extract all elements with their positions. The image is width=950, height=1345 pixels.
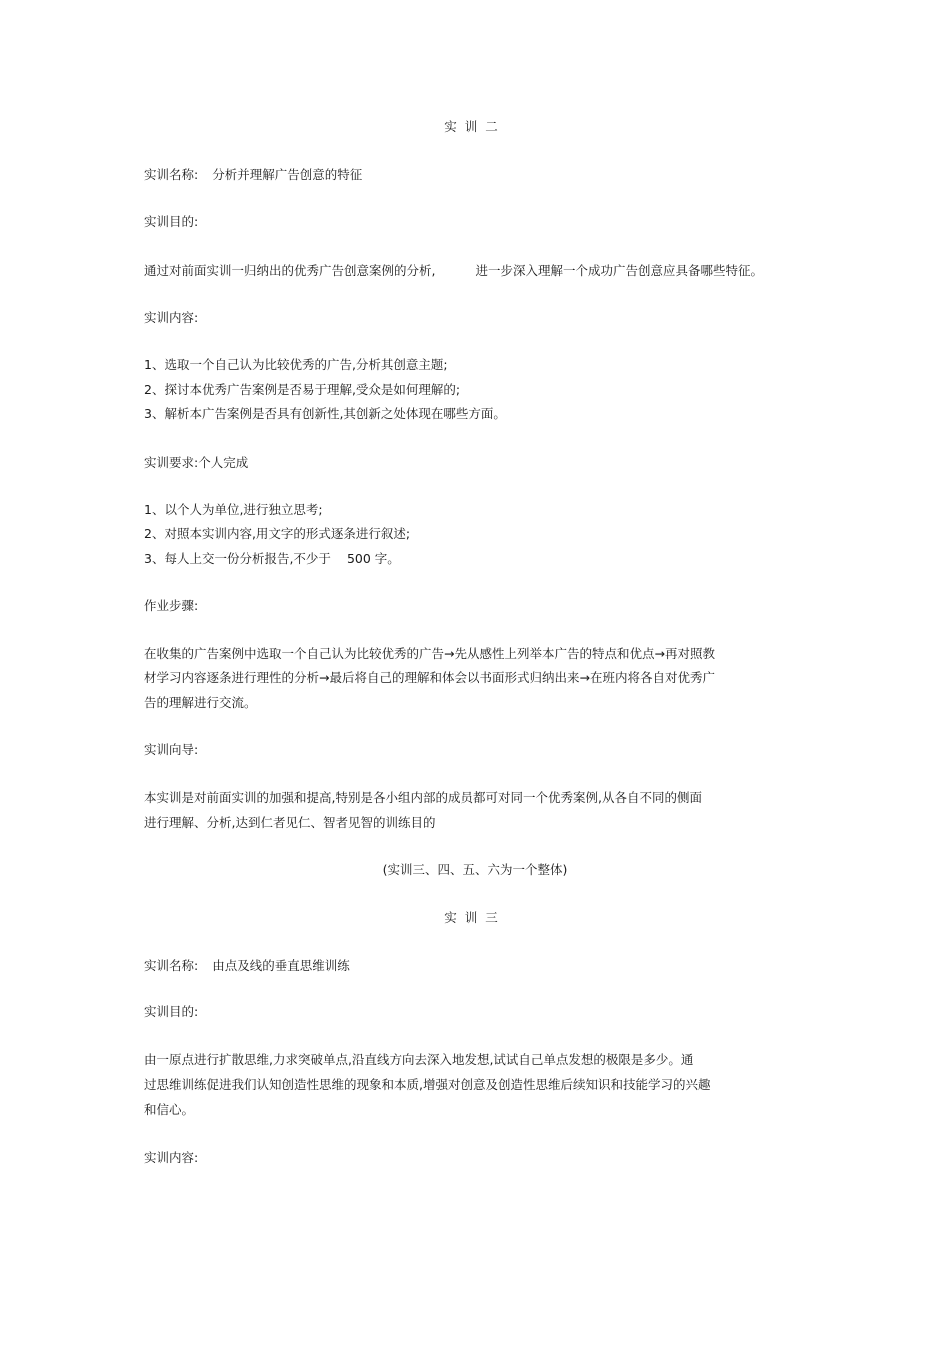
section-2-goal-part-1: 通过对前面实训一归纳出的优秀广告创意案例的分析, (144, 263, 436, 278)
section-2-content-item: 1、选取一个自己认为比较优秀的广告,分析其创意主题; (144, 357, 448, 372)
section-3-content-label: 实训内容: (144, 1150, 199, 1165)
section-2-steps-label: 作业步骤: (144, 598, 199, 613)
section-2-name-value: 分析并理解广告创意的特征 (212, 167, 363, 182)
section-3-name-label: 实训名称: (144, 958, 199, 973)
section-3-name-row (144, 958, 350, 974)
group-note: (实训三、四、五、六为一个整体) (382, 862, 568, 877)
section-2-requirement-item: 2、对照本实训内容,用文字的形式逐条进行叙述; (144, 526, 411, 541)
section-2-requirement-label: 实训要求:个人完成 (144, 455, 249, 470)
section-3-goal-line: 过思维训练促进我们认知创造性思维的现象和本质,增强对创意及创造性思维后续知识和技能学习的兴趣 (144, 1077, 711, 1092)
section-3-name-value: 由点及线的垂直思维训练 (212, 958, 350, 973)
section-2-name-label: 实训名称: (144, 167, 199, 182)
section-2-goal-part-2: 进一步深入理解一个成功广告创意应具备哪些特征。 (475, 263, 763, 278)
section-2-guide-label: 实训向导: (144, 742, 199, 757)
section-2-heading: 实训二 (444, 119, 506, 134)
section-2-steps-line: 告的理解进行交流。 (144, 695, 257, 710)
requirement-3-unit: 字。 (374, 551, 400, 566)
section-2-requirement-item: 1、以个人为单位,进行独立思考; (144, 502, 323, 517)
section-2-name-row (144, 167, 362, 183)
section-3-heading: 实训三 (444, 910, 506, 925)
section-2-content-item: 3、解析本广告案例是否具有创新性,其创新之处体现在哪些方面。 (144, 406, 506, 421)
section-2-content-label: 实训内容: (144, 310, 199, 325)
section-2-requirement-item (144, 551, 400, 567)
section-3-goal-line: 由一原点进行扩散思维,力求突破单点,沿直线方向去深入地发想,试试自己单点发想的极限是多少。通 (144, 1052, 694, 1067)
section-2-goal-text (144, 263, 763, 279)
section-2-goal-label: 实训目的: (144, 214, 199, 229)
section-2-steps-line: 在收集的广告案例中选取一个自己认为比较优秀的广告→先从感性上列举本广告的特点和优点→再对照教 (144, 646, 715, 661)
requirement-3-number: 500 (346, 551, 371, 566)
section-3-goal-line: 和信心。 (144, 1102, 195, 1117)
section-2-steps-line: 材学习内容逐条进行理性的分析→最后将自己的理解和体会以书面形式归纳出来→在班内将各自对优秀广 (144, 670, 715, 685)
requirement-3-text: 3、每人上交一份分析报告,不少于 (144, 551, 331, 566)
section-3-goal-label: 实训目的: (144, 1004, 199, 1019)
section-2-guide-line: 本实训是对前面实训的加强和提高,特别是各小组内部的成员都可对同一个优秀案例,从各自不同的侧面 (144, 790, 702, 805)
section-2-guide-line: 进行理解、分析,达到仁者见仁、智者见智的训练目的 (144, 815, 436, 830)
section-2-content-item: 2、探讨本优秀广告案例是否易于理解,受众是如何理解的; (144, 382, 461, 397)
